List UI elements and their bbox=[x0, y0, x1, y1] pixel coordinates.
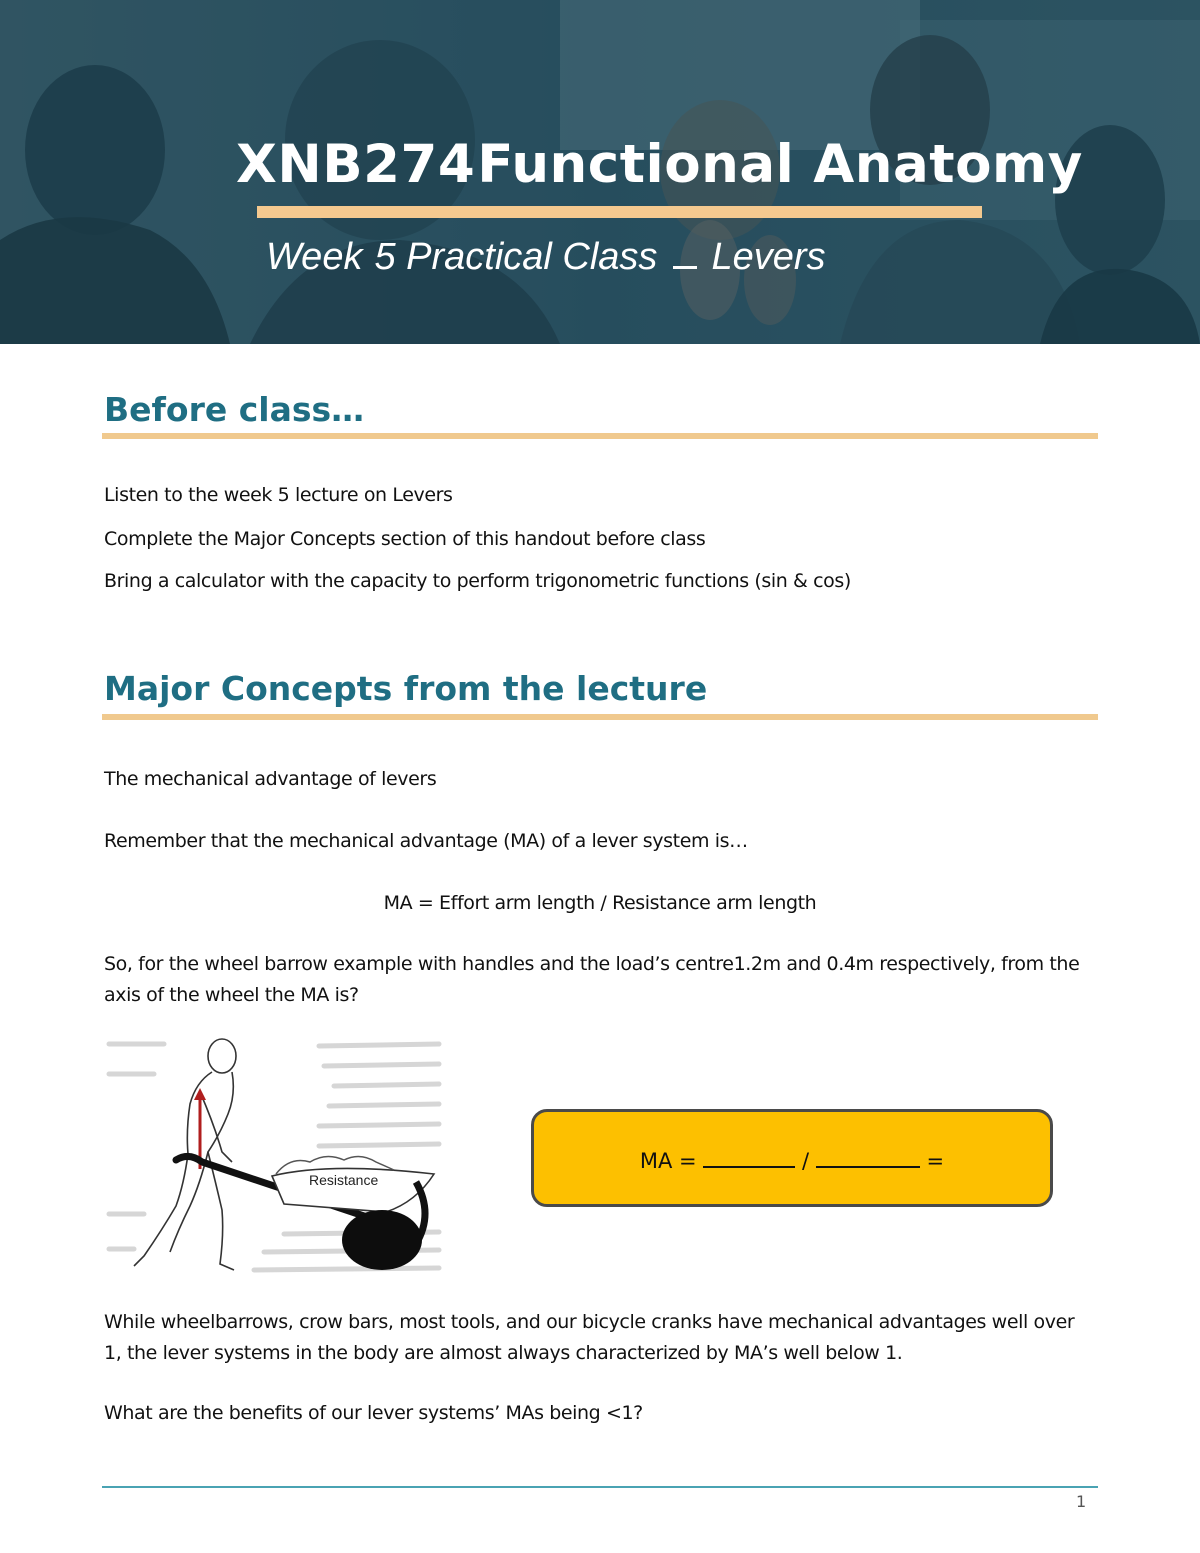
page-number: 1 bbox=[1076, 1492, 1087, 1511]
course-name: Functional Anatomy bbox=[477, 134, 1083, 195]
subtitle-dash bbox=[673, 240, 697, 269]
mechanical-advantage-subheading: The mechanical advantage of levers bbox=[104, 768, 437, 790]
banner-divider bbox=[257, 206, 982, 218]
before-class-rule bbox=[102, 433, 1098, 439]
ma-suffix: = bbox=[926, 1149, 945, 1173]
ma-intro: Remember that the mechanical advantage (MA) of a lever system is… bbox=[104, 830, 748, 852]
subtitle-class: 5 Practical Class bbox=[374, 236, 658, 278]
ma-divider: / bbox=[802, 1149, 810, 1173]
ma-answer-formula bbox=[534, 1148, 1050, 1173]
course-title bbox=[236, 134, 1083, 195]
practical-subtitle bbox=[266, 236, 826, 279]
resistance-arm-blank[interactable] bbox=[816, 1148, 920, 1168]
wheelbarrow-illustration bbox=[104, 1034, 449, 1276]
before-class-heading: Before class… bbox=[104, 390, 365, 429]
ma-formula-text: MA = Effort arm length / Resistance arm length bbox=[383, 892, 817, 914]
course-code: XNB274 bbox=[236, 134, 476, 195]
before-class-item: Complete the Major Concepts section of this handout before class bbox=[104, 528, 706, 550]
major-concepts-heading: Major Concepts from the lecture bbox=[104, 669, 708, 708]
effort-arm-blank[interactable] bbox=[703, 1148, 795, 1168]
lever-systems-body-text: While wheelbarrows, crow bars, most tools, and our bicycle cranks have mechanical advantages well over 1, the lever systems in the body are almost always characterized by MA’s well below 1. bbox=[104, 1311, 1075, 1364]
ma-answer-box bbox=[531, 1109, 1053, 1207]
ma-prefix: MA = bbox=[639, 1149, 697, 1173]
resistance-label: Resistance bbox=[309, 1172, 379, 1188]
footer-divider bbox=[102, 1486, 1098, 1488]
major-concepts-rule bbox=[102, 714, 1098, 720]
before-class-item: Bring a calculator with the capacity to perform trigonometric functions (sin & cos) bbox=[104, 570, 851, 592]
wheelbarrow-figure bbox=[104, 1034, 449, 1276]
subtitle-week: Week bbox=[266, 236, 363, 278]
subtitle-topic: Levers bbox=[711, 236, 826, 278]
header-banner bbox=[0, 0, 1200, 344]
before-class-item: Listen to the week 5 lecture on Levers bbox=[104, 484, 453, 506]
benefits-question: What are the benefits of our lever systems’ MAs being <1? bbox=[104, 1402, 643, 1424]
wheelbarrow-question: So, for the wheel barrow example with handles and the load’s centre1.2m and 0.4m respectively, from the axis of the wheel the MA is? bbox=[104, 953, 1080, 1006]
